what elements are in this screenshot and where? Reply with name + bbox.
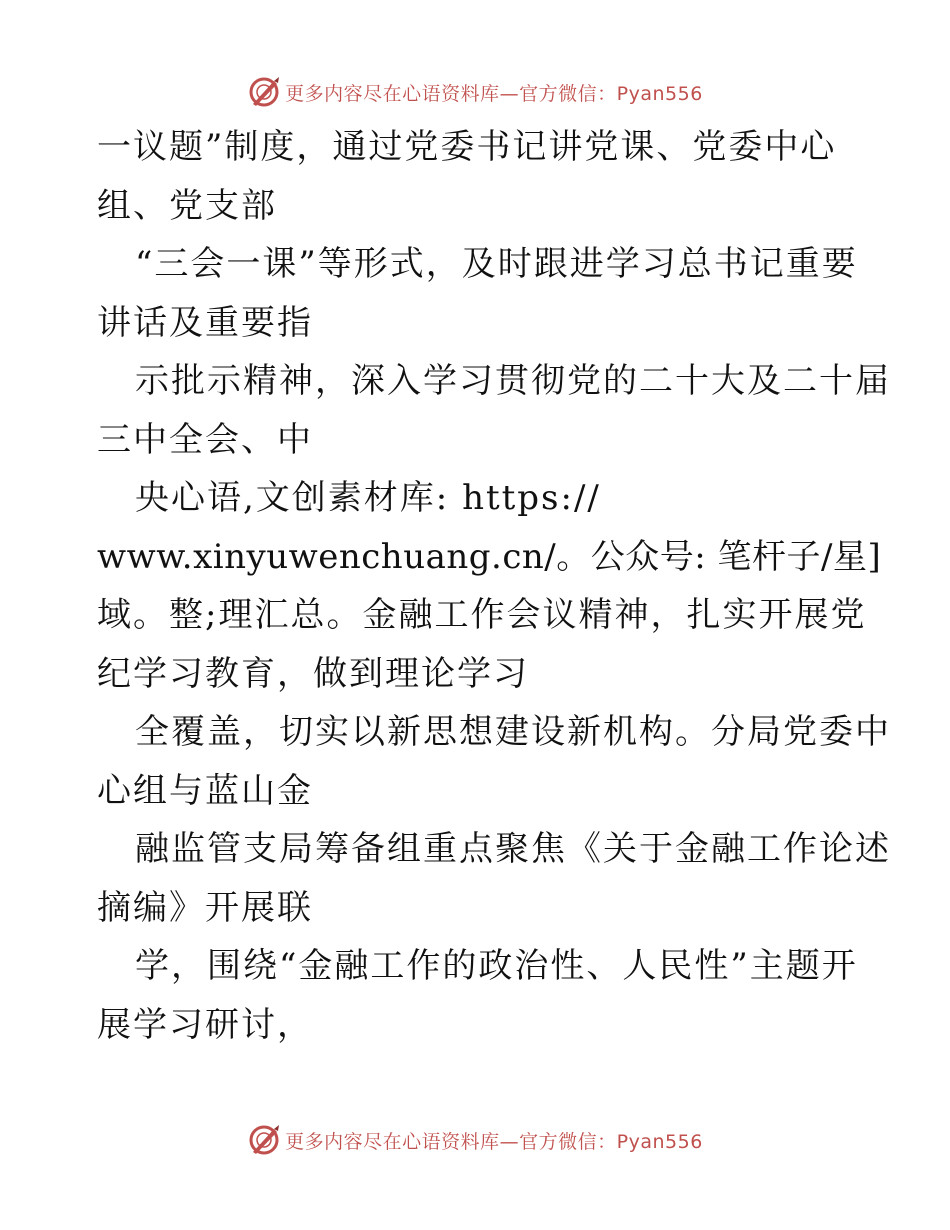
quill-pen-logo-icon bbox=[247, 1123, 281, 1157]
footer-banner bbox=[0, 1120, 950, 1160]
text-line: “三会一课”等形式，及时跟进学习总书记重要 bbox=[135, 244, 858, 284]
text-line: 央心语,文创素材库: https:// bbox=[135, 478, 601, 518]
text-line: 全覆盖，切实以新思想建设新机构。分局党委中 bbox=[135, 712, 891, 752]
document-body bbox=[97, 118, 891, 1054]
quill-pen-logo-icon bbox=[247, 75, 281, 109]
text-line: 示批示精神，深入学习贯彻党的二十大及二十届 bbox=[135, 361, 891, 401]
text-line: 学，围绕“金融工作的政治性、人民性”主题开 bbox=[135, 946, 858, 986]
text-line: 一议题”制度，通过党委书记讲党课、党委中心 bbox=[97, 127, 837, 167]
header-banner-text: 更多内容尽在心语资料库—官方微信：Pyan556 bbox=[285, 82, 703, 105]
footer-banner-text: 更多内容尽在心语资料库—官方微信：Pyan556 bbox=[285, 1130, 703, 1153]
text-line: 心组与蓝山金 bbox=[97, 770, 313, 811]
text-line: 纪学习教育，做到理论学习 bbox=[97, 653, 529, 694]
text-line: 展学习研讨， bbox=[97, 1004, 313, 1045]
text-line: 融监管支局筹备组重点聚焦《关于金融工作论述 bbox=[135, 829, 891, 869]
text-line: 三中全会、中 bbox=[97, 419, 313, 460]
text-line: 域。整;理汇总。金融工作会议精神，扎实开展党 bbox=[97, 595, 867, 635]
text-line: www.xinyuwenchuang.cn/。公众号: 笔杆子/星] bbox=[97, 536, 882, 577]
text-line: 组、党支部 bbox=[97, 185, 277, 226]
text-line: 摘编》开展联 bbox=[97, 887, 313, 928]
text-line: 讲话及重要指 bbox=[97, 302, 313, 343]
header-banner bbox=[0, 72, 950, 112]
